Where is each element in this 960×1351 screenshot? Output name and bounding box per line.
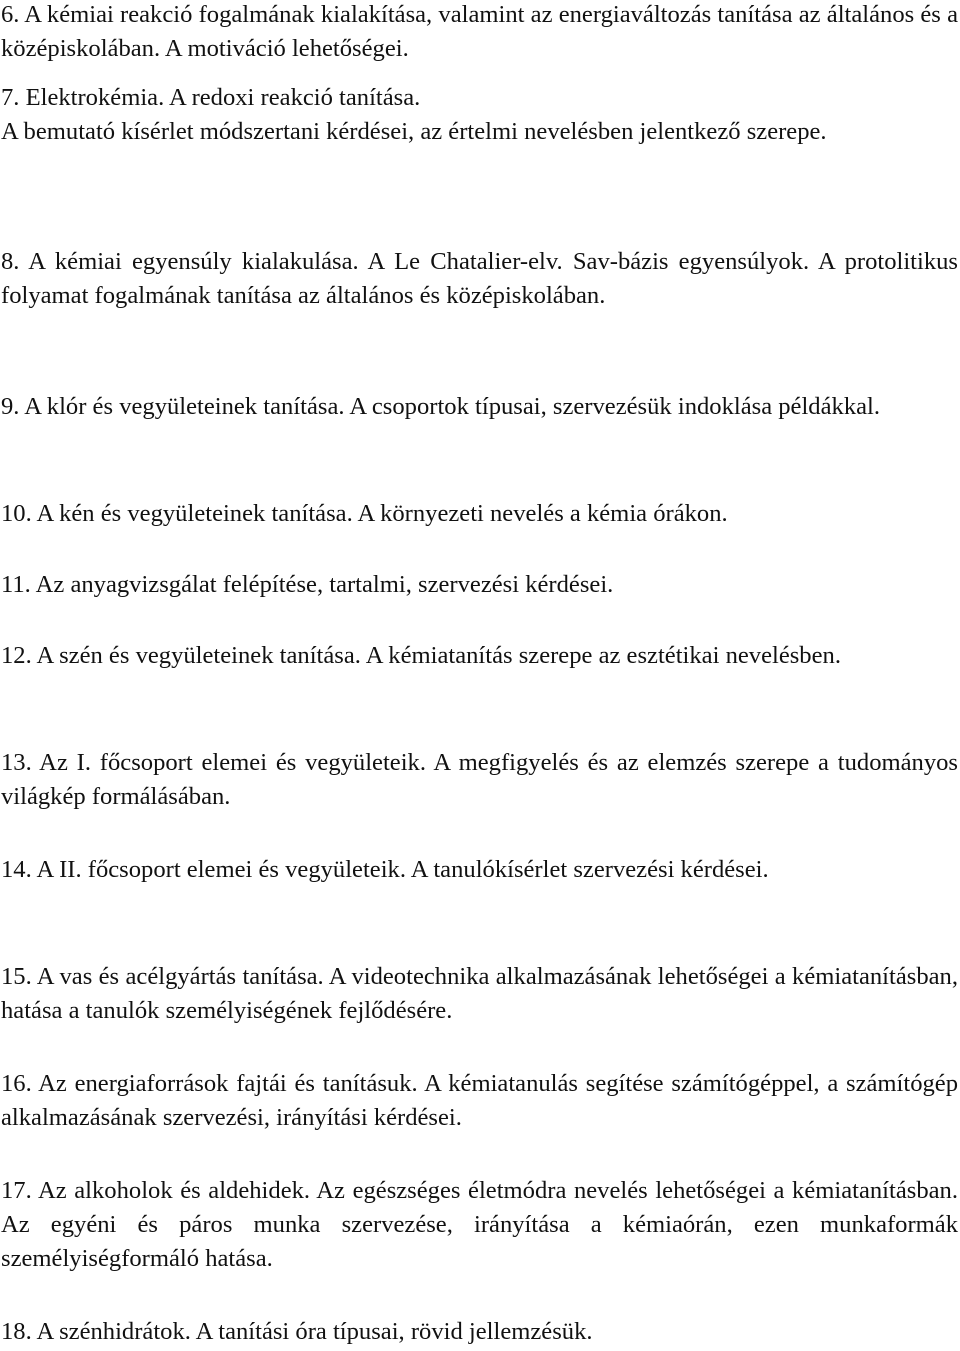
list-item-13: 13. Az I. főcsoport elemei és vegyületeik. A megfigyelés és az elemzés szerepe a tudományos világkép formálásában. xyxy=(1,749,958,810)
list-item-16: 16. Az energiaforrások fajtái és tanításuk. A kémiatanulás segítése számítógéppel, a számítógép alkalmazásának szervezési, irányítási kérdései. xyxy=(1,1070,958,1131)
list-item-18: 18. A szénhidrátok. A tanítási óra típusai, rövid jellemzésük. xyxy=(1,1318,593,1345)
list-item-7-text xyxy=(1,84,827,145)
list-item-7-line-1 xyxy=(1,81,958,149)
list-item-8: 8. A kémiai egyensúly kialakulása. A Le Chatalier-elv. Sav-bázis egyensúlyok. A protolitikus folyamat fogalmának tanítása az általános és középiskolában. xyxy=(1,248,958,309)
list-item-9: 9. A klór és vegyületeinek tanítása. A csoportok típusai, szervezésük indoklása példákkal. xyxy=(1,393,881,420)
list-item-15: 15. A vas és acélgyártás tanítása. A videotechnika alkalmazásának lehetőségei a kémiatanításban, hatása a tanulók személyiségének fejlődésére. xyxy=(1,963,958,1024)
list-item-14: 14. A II. főcsoport elemei és vegyületeik. A tanulókísérlet szervezési kérdései. xyxy=(1,856,769,883)
list-item-11: 11. Az anyagvizsgálat felépítése, tartalmi, szervezési kérdései. xyxy=(1,571,614,598)
list-item-17: 17. Az alkoholok és aldehidek. Az egészséges életmódra nevelés lehetőségei a kémiatanításban. Az egyéni és páros munka szervezése, irányítása a kémiaórán, ezen munkaformák személyiségformáló hatása. xyxy=(1,1177,958,1272)
list-item-7-heading: 7. Elektrokémia. A redoxi reakció tanítása. xyxy=(1,84,421,111)
list-item-10: 10. A kén és vegyületeinek tanítása. A környezeti nevelés a kémia órákon. xyxy=(1,500,728,527)
list-item-6: 6. A kémiai reakció fogalmának kialakítása, valamint az energiaváltozás tanítása az általános és a középiskolában. A motiváció lehetőségei. xyxy=(1,1,958,62)
list-item-7-body: A bemutató kísérlet módszertani kérdései, az értelmi nevelésben jelentkező szerepe. xyxy=(1,118,827,145)
list-item-12: 12. A szén és vegyületeinek tanítása. A kémiatanítás szerepe az esztétikai nevelésben. xyxy=(1,642,841,669)
